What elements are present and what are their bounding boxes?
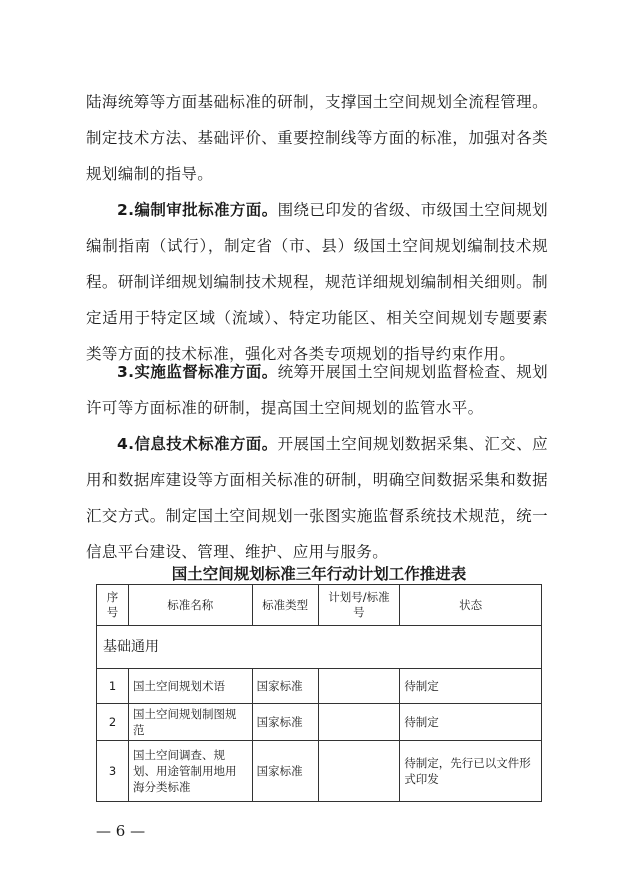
cell-type: 国家标准 <box>252 704 318 741</box>
cell-type: 国家标准 <box>252 669 318 704</box>
header-seq: 序号 <box>97 585 129 626</box>
table-row <box>97 669 542 704</box>
cell-plan <box>318 669 400 704</box>
category-label: 基础通用 <box>97 626 542 669</box>
paragraph-4-body: 开展国土空间规划数据采集、汇交、应用和数据库建设等方面相关标准的研制，明确空间数据采集和数据汇交方式。制定国土空间规划一张图实施监督系统技术规范，统一信息平台建设、管理、维护、应用与服务。 <box>86 435 548 561</box>
header-status: 状态 <box>400 585 542 626</box>
paragraph-2-body: 围绕已印发的省级、市级国土空间规划编制指南（试行），制定省（市、县）级国土空间规划编制技术规程。研制详细规划编制技术规程，规范详细规划编制相关细则。制定适用于特定区域（流域）、特定功能区、相关空间规划专题要素类等方面的技术标准，强化对各类专项规划的指导约束作用。 <box>86 201 548 363</box>
cell-seq: 3 <box>97 741 129 802</box>
section-heading-4: 4.信息技术标准方面。 <box>117 435 278 453</box>
paragraph-4 <box>86 426 548 570</box>
category-row <box>97 626 542 669</box>
cell-seq: 1 <box>97 669 129 704</box>
cell-plan <box>318 741 400 802</box>
header-name: 标准名称 <box>128 585 252 626</box>
paragraph-3 <box>86 354 548 426</box>
cell-status: 待制定 <box>400 669 542 704</box>
table-row <box>97 704 542 741</box>
cell-status: 待制定 <box>400 704 542 741</box>
cell-name: 国土空间规划术语 <box>128 669 252 704</box>
table-header-row <box>97 585 542 626</box>
paragraph-3-body: 统筹开展国土空间规划监督检查、规划许可等方面标准的研制，提高国土空间规划的监管水平。 <box>86 363 548 417</box>
header-plan: 计划号/标准号 <box>318 585 400 626</box>
header-type: 标准类型 <box>252 585 318 626</box>
section-heading-2: 2.编制审批标准方面。 <box>117 201 278 219</box>
page-number: — 6 — <box>96 822 146 840</box>
section-heading-3: 3.实施监督标准方面。 <box>117 363 278 381</box>
cell-name: 国土空间规划制图规范 <box>128 704 252 741</box>
cell-seq: 2 <box>97 704 129 741</box>
table-title: 国土空间规划标准三年行动计划工作推进表 <box>171 565 467 583</box>
cell-type: 国家标准 <box>252 741 318 802</box>
cell-plan <box>318 704 400 741</box>
paragraph-2 <box>86 192 548 372</box>
cell-status: 待制定，先行已以文件形式印发 <box>400 741 542 802</box>
standards-table <box>96 584 542 802</box>
paragraph-1: 陆海统筹等方面基础标准的研制，支撑国土空间规划全流程管理。制定技术方法、基础评价、重要控制线等方面的标准，加强对各类规划编制的指导。 <box>86 93 548 183</box>
cell-name: 国土空间调查、规划、用途管制用地用海分类标准 <box>128 741 252 802</box>
table-row <box>97 741 542 802</box>
